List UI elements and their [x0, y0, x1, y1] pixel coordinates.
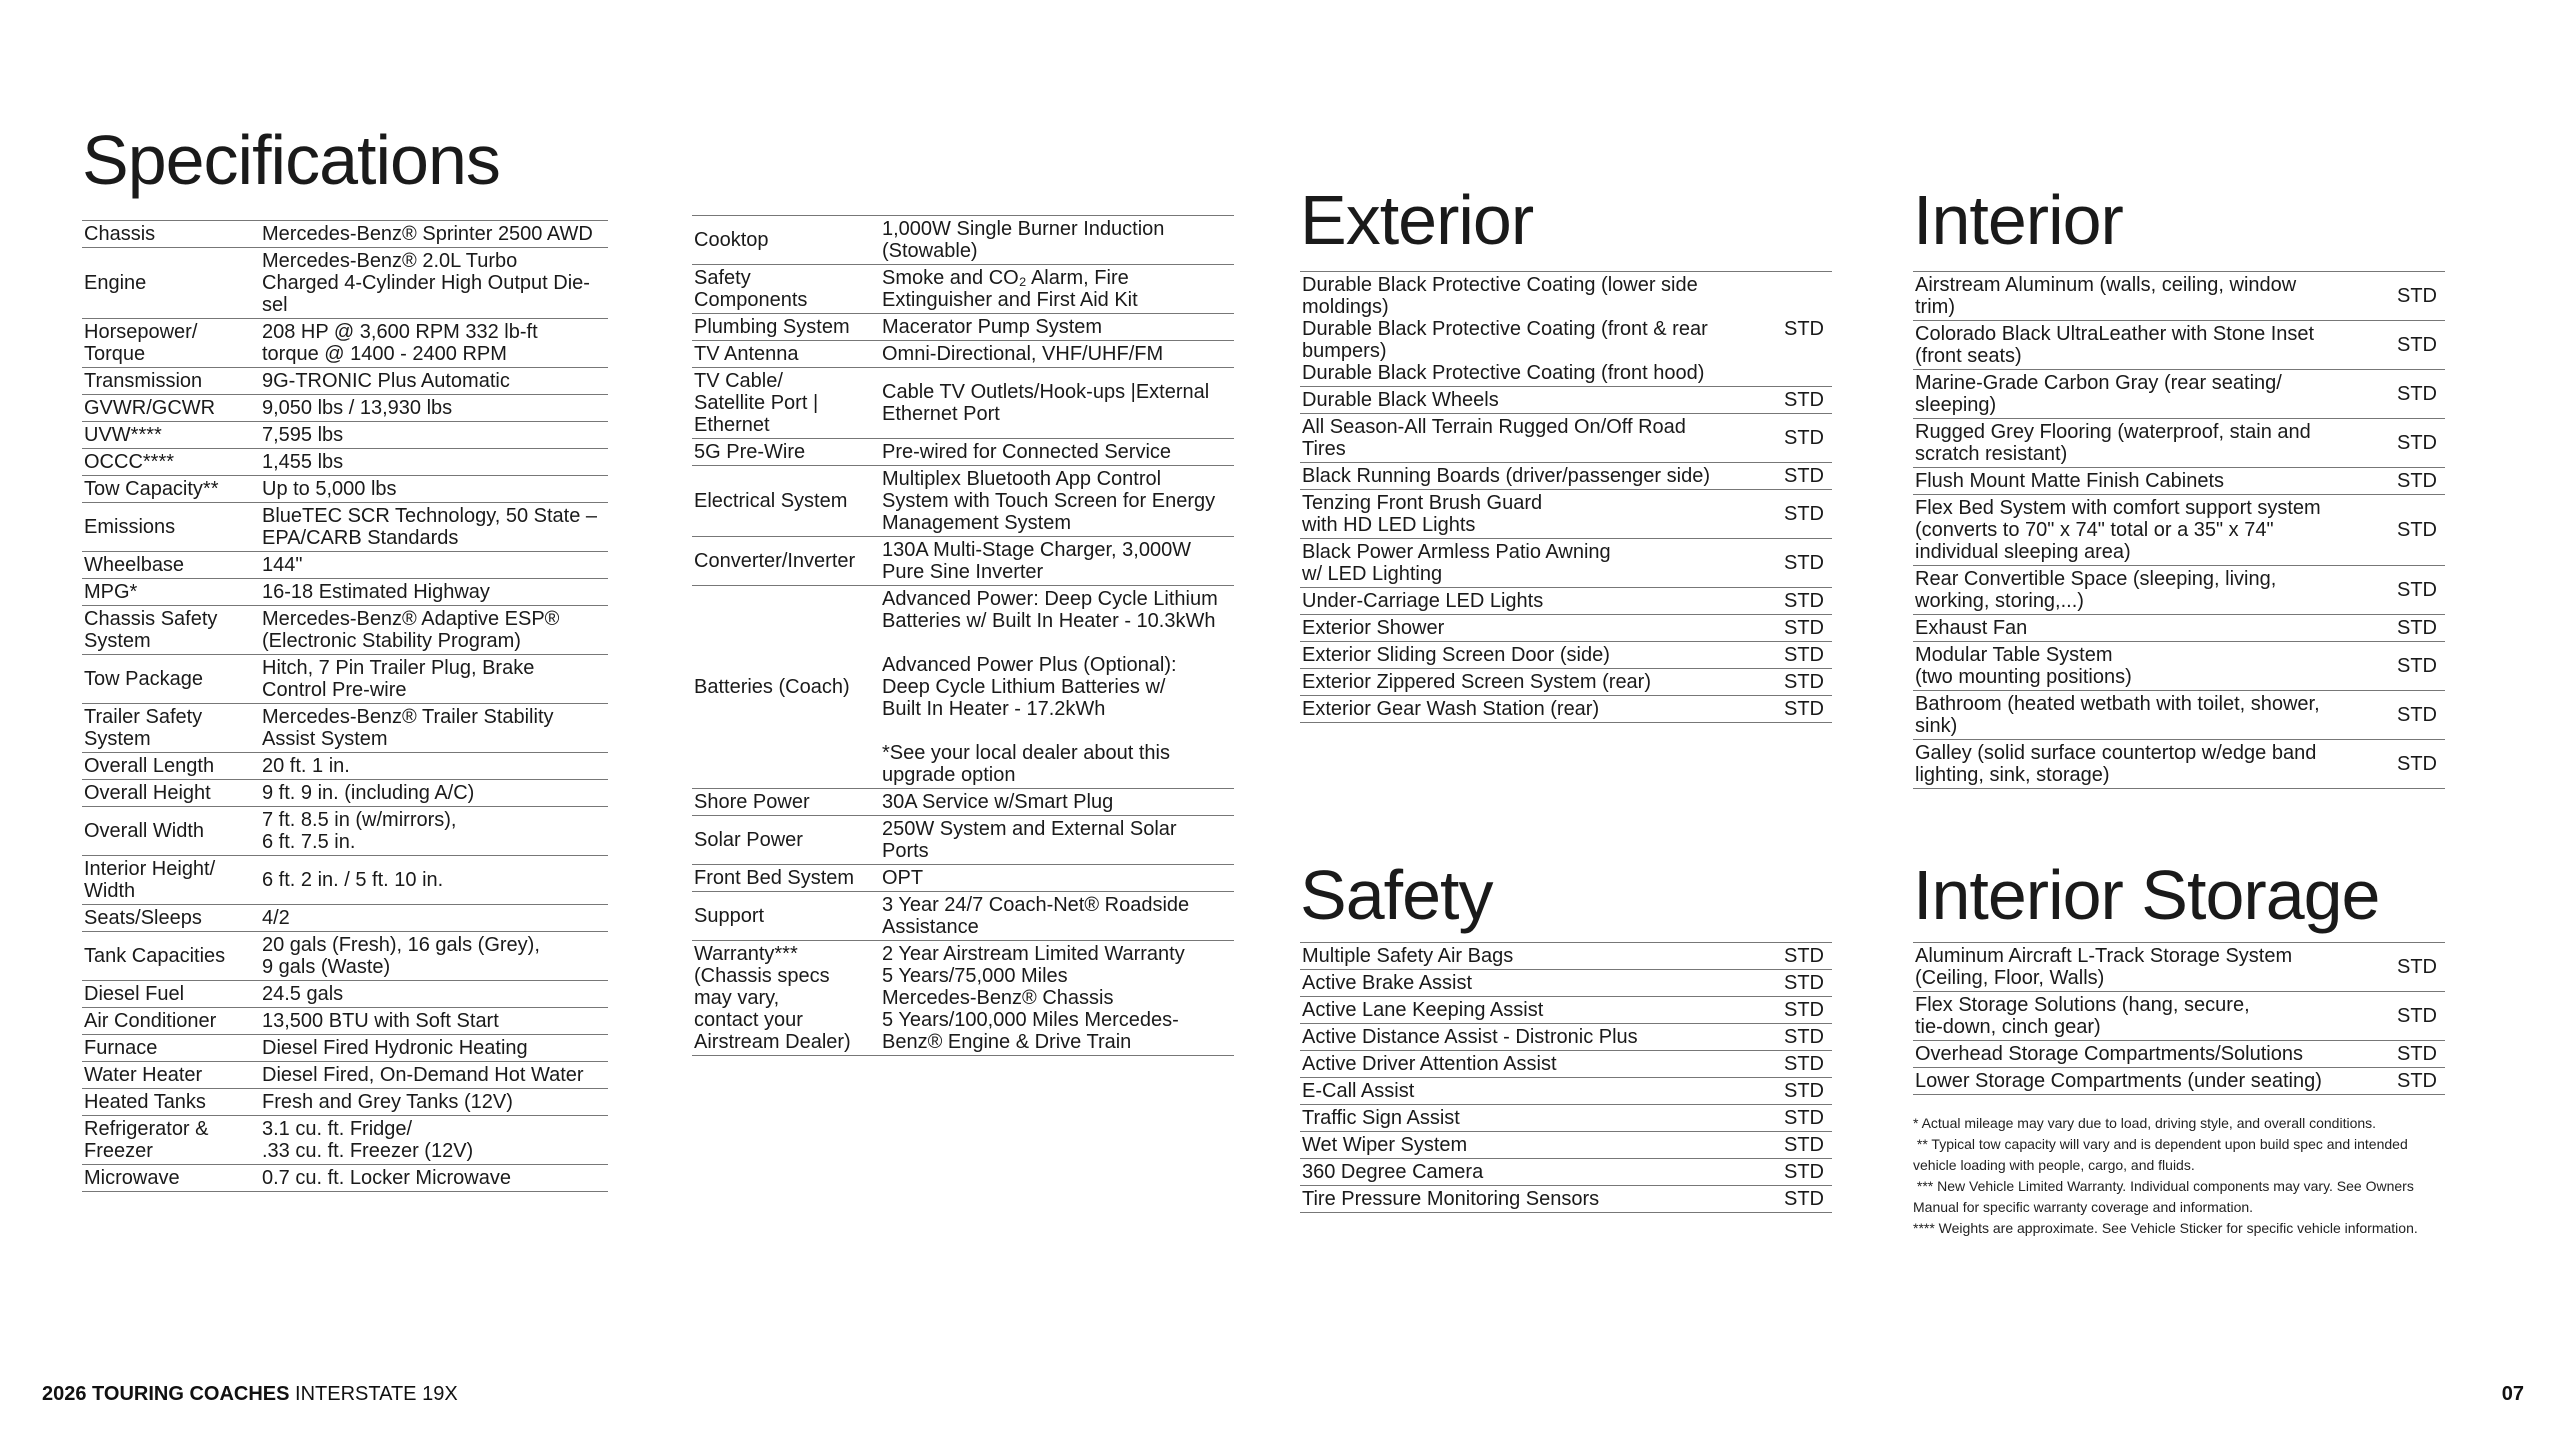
table-row	[1300, 387, 1832, 414]
table-row	[1300, 1078, 1832, 1105]
table-row	[1300, 539, 1832, 588]
feature-availability: STD	[1776, 970, 1832, 997]
table-row	[692, 314, 1234, 341]
feature-name: Black Power Armless Patio Awning w/ LED Lighting	[1300, 539, 1776, 588]
feature-name: Active Driver Attention Assist	[1300, 1051, 1776, 1078]
table-row	[82, 449, 608, 476]
spec-table	[692, 215, 1234, 1056]
interior-storage-table	[1913, 942, 2445, 1095]
spec-value: Pre-wired for Connected Service	[878, 439, 1234, 466]
table-row	[82, 552, 608, 579]
spec-value: Up to 5,000 lbs	[258, 476, 608, 503]
spec-value: 1,455 lbs	[258, 449, 608, 476]
feature-name: Overhead Storage Compartments/Solutions	[1913, 1041, 2389, 1068]
spec-label: Tow Capacity**	[82, 476, 258, 503]
table-row	[82, 422, 608, 449]
spec-value: 4/2	[258, 905, 608, 932]
spec-value: Diesel Fired, On-Demand Hot Water	[258, 1062, 608, 1089]
footnote-line: vehicle loading with people, cargo, and fluids.	[1913, 1157, 2195, 1173]
interior-table	[1913, 271, 2445, 789]
table-row	[1300, 997, 1832, 1024]
table-row	[1300, 615, 1832, 642]
table-row	[1913, 992, 2445, 1041]
spec-label: 5G Pre-Wire	[692, 439, 878, 466]
footnote-line: **** Weights are approximate. See Vehicle Sticker for specific vehicle information.	[1913, 1220, 2418, 1236]
table-row	[1913, 642, 2445, 691]
feature-name: E-Call Assist	[1300, 1078, 1776, 1105]
page-title: Specifications	[82, 121, 500, 199]
table-row	[692, 466, 1234, 537]
feature-availability: STD	[1776, 414, 1832, 463]
spec-label: Chassis Safety System	[82, 606, 258, 655]
table-row	[82, 655, 608, 704]
table-row	[692, 341, 1234, 368]
spec-label: UVW****	[82, 422, 258, 449]
feature-availability: STD	[1776, 387, 1832, 414]
feature-availability: STD	[1776, 943, 1832, 970]
feature-availability: STD	[2389, 615, 2445, 642]
feature-name: Active Brake Assist	[1300, 970, 1776, 997]
spec-label: Microwave	[82, 1165, 258, 1192]
feature-availability: STD	[1776, 1132, 1832, 1159]
table-row	[82, 1089, 608, 1116]
spec-label: Plumbing System	[692, 314, 878, 341]
spec-table-middle	[692, 215, 1234, 1056]
safety-section	[1300, 856, 1832, 1213]
table-row	[1300, 1105, 1832, 1132]
feature-availability: STD	[1776, 588, 1832, 615]
footnotes	[1913, 1113, 2445, 1239]
spec-value: 3.1 cu. ft. Fridge/ .33 cu. ft. Freezer (12V)	[258, 1116, 608, 1165]
safety-table	[1300, 942, 1832, 1213]
feature-name: Flex Bed System with comfort support system (converts to 70" x 74" total or a 35" x 74" individual sleeping area)	[1913, 495, 2389, 566]
spec-value: 3 Year 24/7 Coach-Net® Roadside Assistance	[878, 892, 1234, 941]
spec-label: Batteries (Coach)	[692, 586, 878, 789]
spec-value: Mercedes-Benz® Adaptive ESP® (Electronic Stability Program)	[258, 606, 608, 655]
spec-value: OPT	[878, 865, 1234, 892]
table-row	[82, 1062, 608, 1089]
feature-name: Lower Storage Compartments (under seating)	[1913, 1068, 2389, 1095]
table-row	[82, 1116, 608, 1165]
spec-value: Fresh and Grey Tanks (12V)	[258, 1089, 608, 1116]
spec-label: TV Cable/ Satellite Port | Ethernet	[692, 368, 878, 439]
feature-name: Aluminum Aircraft L-Track Storage System (Ceiling, Floor, Walls)	[1913, 943, 2389, 992]
feature-availability: STD	[2389, 642, 2445, 691]
feature-name: Traffic Sign Assist	[1300, 1105, 1776, 1132]
spec-value: Mercedes-Benz® Sprinter 2500 AWD	[258, 221, 608, 248]
spec-value: 2 Year Airstream Limited Warranty 5 Years/75,000 Miles Mercedes-Benz® Chassis 5 Years/100,000 Miles Mercedes- Benz® Engine & Drive Train	[878, 941, 1234, 1056]
feature-name: Multiple Safety Air Bags	[1300, 943, 1776, 970]
spec-value: 24.5 gals	[258, 981, 608, 1008]
feature-name: Rugged Grey Flooring (waterproof, stain and scratch resistant)	[1913, 419, 2389, 468]
spec-value: Smoke and CO₂ Alarm, Fire Extinguisher and First Aid Kit	[878, 265, 1234, 314]
table-row	[82, 476, 608, 503]
spec-value: Cable TV Outlets/Hook-ups |External Ethernet Port	[878, 368, 1234, 439]
feature-name: Marine-Grade Carbon Gray (rear seating/ sleeping)	[1913, 370, 2389, 419]
table-row	[1913, 468, 2445, 495]
spec-value: 250W System and External Solar Ports	[878, 816, 1234, 865]
feature-availability: STD	[2389, 1068, 2445, 1095]
table-row	[1913, 566, 2445, 615]
table-row	[82, 221, 608, 248]
table-row	[82, 248, 608, 319]
spec-label: Converter/Inverter	[692, 537, 878, 586]
table-row	[1913, 321, 2445, 370]
spec-value: 9,050 lbs / 13,930 lbs	[258, 395, 608, 422]
table-row	[82, 606, 608, 655]
feature-name: Exterior Gear Wash Station (rear)	[1300, 696, 1776, 723]
feature-name: Flex Storage Solutions (hang, secure, tie-down, cinch gear)	[1913, 992, 2389, 1041]
spec-label: Wheelbase	[82, 552, 258, 579]
spec-value: 130A Multi-Stage Charger, 3,000W Pure Sine Inverter	[878, 537, 1234, 586]
spec-value: 16-18 Estimated Highway	[258, 579, 608, 606]
feature-name: 360 Degree Camera	[1300, 1159, 1776, 1186]
page-number: 07	[2501, 1383, 2524, 1405]
table-row	[82, 579, 608, 606]
feature-availability: STD	[1776, 272, 1832, 387]
table-row	[82, 932, 608, 981]
table-row	[1300, 970, 1832, 997]
feature-availability: STD	[1776, 463, 1832, 490]
spec-label: Warranty*** (Chassis specs may vary, contact your Airstream Dealer)	[692, 941, 878, 1056]
spec-value: 7 ft. 8.5 in (w/mirrors), 6 ft. 7.5 in.	[258, 807, 608, 856]
table-row	[82, 905, 608, 932]
spec-value: Multiplex Bluetooth App Control System with Touch Screen for Energy Management System	[878, 466, 1234, 537]
feature-availability: STD	[1776, 1105, 1832, 1132]
table-row	[1300, 588, 1832, 615]
spec-label: Horsepower/ Torque	[82, 319, 258, 368]
spec-label: Trailer Safety System	[82, 704, 258, 753]
feature-availability: STD	[2389, 740, 2445, 789]
feature-name: Wet Wiper System	[1300, 1132, 1776, 1159]
spec-value: 208 HP @ 3,600 RPM 332 lb-ft torque @ 1400 - 2400 RPM	[258, 319, 608, 368]
spec-label: Refrigerator & Freezer	[82, 1116, 258, 1165]
feature-availability: STD	[1776, 696, 1832, 723]
feature-availability: STD	[2389, 370, 2445, 419]
feature-name: Modular Table System (two mounting positions)	[1913, 642, 2389, 691]
feature-availability: STD	[1776, 1078, 1832, 1105]
feature-name: Flush Mount Matte Finish Cabinets	[1913, 468, 2389, 495]
table-row	[692, 892, 1234, 941]
feature-availability: STD	[2389, 272, 2445, 321]
spec-label: Emissions	[82, 503, 258, 552]
spec-label: Overall Width	[82, 807, 258, 856]
interior-section	[1913, 181, 2445, 789]
spec-value: 1,000W Single Burner Induction (Stowable)	[878, 216, 1234, 265]
table-row	[1913, 495, 2445, 566]
table-row	[82, 780, 608, 807]
feature-availability: STD	[2389, 943, 2445, 992]
table-row	[692, 865, 1234, 892]
table-row	[692, 941, 1234, 1056]
feature-availability: STD	[1776, 1159, 1832, 1186]
feature-name: Exhaust Fan	[1913, 615, 2389, 642]
feature-name: Bathroom (heated wetbath with toilet, shower, sink)	[1913, 691, 2389, 740]
feature-availability: STD	[2389, 495, 2445, 566]
footnote-line: Manual for specific warranty coverage and information.	[1913, 1199, 2254, 1215]
table-row	[82, 368, 608, 395]
spec-label: MPG*	[82, 579, 258, 606]
feature-availability: STD	[1776, 997, 1832, 1024]
feature-availability: STD	[1776, 539, 1832, 588]
spec-label: Seats/Sleeps	[82, 905, 258, 932]
spec-label: Overall Height	[82, 780, 258, 807]
table-row	[1913, 691, 2445, 740]
exterior-section	[1300, 181, 1832, 723]
spec-label: Water Heater	[82, 1062, 258, 1089]
spec-label: Tow Package	[82, 655, 258, 704]
feature-name: Active Lane Keeping Assist	[1300, 997, 1776, 1024]
interior-heading: Interior	[1913, 181, 2123, 259]
table-row	[1300, 1186, 1832, 1213]
spec-value: 9G-TRONIC Plus Automatic	[258, 368, 608, 395]
feature-name: Black Running Boards (driver/passenger side)	[1300, 463, 1776, 490]
spec-value: 9 ft. 9 in. (including A/C)	[258, 780, 608, 807]
table-row	[1300, 414, 1832, 463]
table-row	[692, 368, 1234, 439]
table-row	[1300, 1159, 1832, 1186]
spec-label: Electrical System	[692, 466, 878, 537]
spec-value: 30A Service w/Smart Plug	[878, 789, 1234, 816]
table-row	[82, 753, 608, 780]
spec-value: Omni-Directional, VHF/UHF/FM	[878, 341, 1234, 368]
footnote-line: * Actual mileage may vary due to load, driving style, and overall conditions.	[1913, 1115, 2377, 1131]
feature-availability: STD	[2389, 992, 2445, 1041]
feature-name: Exterior Sliding Screen Door (side)	[1300, 642, 1776, 669]
spec-label: Heated Tanks	[82, 1089, 258, 1116]
table-row	[1300, 943, 1832, 970]
spec-value: 13,500 BTU with Soft Start	[258, 1008, 608, 1035]
exterior-heading: Exterior	[1300, 181, 1534, 259]
feature-name: Rear Convertible Space (sleeping, living, working, storing,...)	[1913, 566, 2389, 615]
spec-label: Tank Capacities	[82, 932, 258, 981]
spec-label: Safety Components	[692, 265, 878, 314]
table-row	[1913, 419, 2445, 468]
spec-table	[82, 220, 608, 1192]
feature-availability: STD	[1776, 1186, 1832, 1213]
table-row	[82, 1165, 608, 1192]
spec-label: Cooktop	[692, 216, 878, 265]
feature-availability: STD	[1776, 490, 1832, 539]
table-row	[692, 265, 1234, 314]
safety-heading: Safety	[1300, 856, 1493, 934]
table-row	[82, 704, 608, 753]
feature-name: Durable Black Wheels	[1300, 387, 1776, 414]
table-row	[692, 586, 1234, 789]
table-row	[82, 503, 608, 552]
spec-value: Macerator Pump System	[878, 314, 1234, 341]
spec-label: Shore Power	[692, 789, 878, 816]
footnote-line: *** New Vehicle Limited Warranty. Individual components may vary. See Owners	[1913, 1178, 2414, 1194]
interior-storage-section	[1913, 856, 2445, 1239]
table-row	[1300, 490, 1832, 539]
spec-value: 20 ft. 1 in.	[258, 753, 608, 780]
table-row	[692, 816, 1234, 865]
spec-label: Chassis	[82, 221, 258, 248]
spec-value: 6 ft. 2 in. / 5 ft. 10 in.	[258, 856, 608, 905]
spec-label: Diesel Fuel	[82, 981, 258, 1008]
table-row	[692, 439, 1234, 466]
spec-label: Front Bed System	[692, 865, 878, 892]
table-row	[1913, 1068, 2445, 1095]
spec-value: 0.7 cu. ft. Locker Microwave	[258, 1165, 608, 1192]
feature-name: Galley (solid surface countertop w/edge band lighting, sink, storage)	[1913, 740, 2389, 789]
spec-value: 144"	[258, 552, 608, 579]
footnote-line: ** Typical tow capacity will vary and is dependent upon build spec and intended	[1913, 1136, 2408, 1152]
spec-label: Engine	[82, 248, 258, 319]
page-title-block	[82, 121, 500, 199]
spec-table-left	[82, 220, 608, 1192]
feature-availability: STD	[2389, 419, 2445, 468]
spec-value: Mercedes-Benz® 2.0L Turbo Charged 4-Cylinder High Output Die- sel	[258, 248, 608, 319]
feature-availability: STD	[2389, 691, 2445, 740]
feature-availability: STD	[1776, 1024, 1832, 1051]
table-row	[82, 981, 608, 1008]
feature-name: Airstream Aluminum (walls, ceiling, window trim)	[1913, 272, 2389, 321]
table-row	[1300, 272, 1832, 387]
spec-value: Hitch, 7 Pin Trailer Plug, Brake Control Pre-wire	[258, 655, 608, 704]
table-row	[82, 856, 608, 905]
spec-value: Mercedes-Benz® Trailer Stability Assist System	[258, 704, 608, 753]
footer-brand: 2026 TOURING COACHES	[42, 1383, 290, 1405]
spec-label: OCCC****	[82, 449, 258, 476]
feature-name: Colorado Black UltraLeather with Stone Inset (front seats)	[1913, 321, 2389, 370]
feature-name: All Season-All Terrain Rugged On/Off Road Tires	[1300, 414, 1776, 463]
exterior-table	[1300, 271, 1832, 723]
spec-value: 7,595 lbs	[258, 422, 608, 449]
spec-label: Transmission	[82, 368, 258, 395]
feature-name: Tire Pressure Monitoring Sensors	[1300, 1186, 1776, 1213]
feature-availability: STD	[1776, 669, 1832, 696]
feature-availability: STD	[2389, 566, 2445, 615]
feature-name: Exterior Shower	[1300, 615, 1776, 642]
table-row	[1300, 669, 1832, 696]
spec-label: TV Antenna	[692, 341, 878, 368]
spec-value: Diesel Fired Hydronic Heating	[258, 1035, 608, 1062]
table-row	[1913, 1041, 2445, 1068]
spec-label: Air Conditioner	[82, 1008, 258, 1035]
table-row	[1913, 615, 2445, 642]
table-row	[1300, 463, 1832, 490]
spec-value: BlueTEC SCR Technology, 50 State – EPA/CARB Standards	[258, 503, 608, 552]
table-row	[1300, 1132, 1832, 1159]
feature-availability: STD	[1776, 642, 1832, 669]
feature-name: Active Distance Assist - Distronic Plus	[1300, 1024, 1776, 1051]
table-row	[1300, 1051, 1832, 1078]
footer-left	[42, 1383, 458, 1406]
feature-availability: STD	[1776, 1051, 1832, 1078]
spec-label: GVWR/GCWR	[82, 395, 258, 422]
feature-name: Exterior Zippered Screen System (rear)	[1300, 669, 1776, 696]
table-row	[82, 807, 608, 856]
spec-label: Support	[692, 892, 878, 941]
interior-storage-heading: Interior Storage	[1913, 856, 2380, 934]
table-row	[692, 216, 1234, 265]
spec-value: 20 gals (Fresh), 16 gals (Grey), 9 gals (Waste)	[258, 932, 608, 981]
spec-label: Overall Length	[82, 753, 258, 780]
table-row	[82, 1035, 608, 1062]
table-row	[692, 789, 1234, 816]
feature-name: Durable Black Protective Coating (lower side moldings) Durable Black Protective Coating (front & rear bumpers) Durable Black Protective Coating (front hood)	[1300, 272, 1776, 387]
table-row	[1300, 1024, 1832, 1051]
table-row	[1913, 370, 2445, 419]
feature-availability: STD	[1776, 615, 1832, 642]
table-row	[82, 319, 608, 368]
feature-name: Tenzing Front Brush Guard with HD LED Lights	[1300, 490, 1776, 539]
spec-label: Interior Height/ Width	[82, 856, 258, 905]
footer-model: INTERSTATE 19X	[289, 1383, 458, 1405]
table-row	[82, 1008, 608, 1035]
spec-label: Furnace	[82, 1035, 258, 1062]
feature-availability: STD	[2389, 321, 2445, 370]
table-row	[82, 395, 608, 422]
table-row	[692, 537, 1234, 586]
table-row	[1300, 696, 1832, 723]
table-row	[1913, 740, 2445, 789]
spec-label: Solar Power	[692, 816, 878, 865]
feature-availability: STD	[2389, 1041, 2445, 1068]
spec-value: Advanced Power: Deep Cycle Lithium Batteries w/ Built In Heater - 10.3kWh Advanced Power Plus (Optional): Deep Cycle Lithium Batteries w/ Built In Heater - 17.2kWh *See your local dealer about this upgrade option	[878, 586, 1234, 789]
table-row	[1913, 943, 2445, 992]
table-row	[1300, 642, 1832, 669]
feature-availability: STD	[2389, 468, 2445, 495]
feature-name: Under-Carriage LED Lights	[1300, 588, 1776, 615]
table-row	[1913, 272, 2445, 321]
